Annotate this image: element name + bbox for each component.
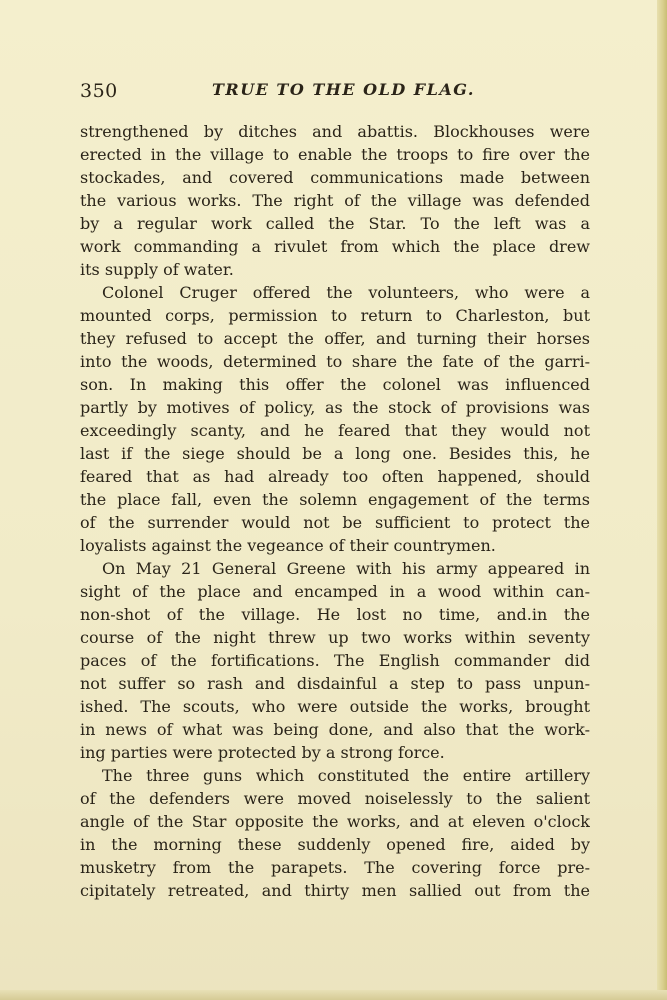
text-line: cipitately retreated, and thirty men sallied out from the — [80, 881, 590, 900]
text-line: work commanding a rivulet from which the place drew — [80, 237, 590, 256]
text-line: strengthened by ditches and abattis. Blockhouses were — [80, 122, 590, 141]
text-line: ished. The scouts, who were outside the works, brought — [80, 697, 590, 716]
text-line: paces of the fortifications. The English commander did — [80, 651, 590, 670]
text-line: stockades, and covered communications made between — [80, 168, 590, 187]
running-header — [80, 80, 590, 106]
text-line: of the defenders were moved noiselessly to the salient — [80, 789, 590, 808]
text-line: sight of the place and encamped in a wood within can- — [80, 582, 590, 601]
text-line: they refused to accept the offer, and turning their horses — [80, 329, 590, 348]
text-line: in the morning these suddenly opened fire, aided by — [80, 835, 590, 854]
page-edge-right — [657, 0, 667, 1000]
text-line: Colonel Cruger offered the volunteers, who were a — [102, 283, 590, 302]
text-line: by a regular work called the Star. To the left was a — [80, 214, 590, 233]
text-line: feared that as had already too often happened, should — [80, 467, 590, 486]
text-line: mounted corps, permission to return to Charleston, but — [80, 306, 590, 325]
text-line: ing parties were protected by a strong force. — [80, 743, 445, 762]
text-line: son. In making this offer the colonel was influenced — [80, 375, 590, 394]
text-line: course of the night threw up two works within seventy — [80, 628, 590, 647]
text-line: angle of the Star opposite the works, and at eleven o'clock — [80, 812, 590, 831]
body-text — [80, 120, 590, 902]
text-line: loyalists against the vegeance of their countrymen. — [80, 536, 496, 555]
page-edge-bottom — [0, 990, 667, 1000]
text-line: musketry from the parapets. The covering force pre- — [80, 858, 590, 877]
text-line: of the surrender would not be sufficient to protect the — [80, 513, 590, 532]
text-line: the various works. The right of the village was defended — [80, 191, 590, 210]
text-line: exceedingly scanty, and he feared that they would not — [80, 421, 590, 440]
text-line: into the woods, determined to share the fate of the garri- — [80, 352, 590, 371]
running-title: TRUE TO THE OLD FLAG. — [212, 80, 475, 99]
page-number: 350 — [80, 80, 118, 102]
text-line: the place fall, even the solemn engagement of the terms — [80, 490, 590, 509]
text-line: The three guns which constituted the entire artillery — [102, 766, 590, 785]
text-line: in news of what was being done, and also that the work- — [80, 720, 590, 739]
text-line: its supply of water. — [80, 260, 234, 279]
text-line: non-shot of the village. He lost no time, and.in the — [80, 605, 590, 624]
text-line: On May 21 General Greene with his army appeared in — [102, 559, 590, 578]
text-line: partly by motives of policy, as the stock of provisions was — [80, 398, 590, 417]
text-line: last if the siege should be a long one. Besides this, he — [80, 444, 590, 463]
text-line: erected in the village to enable the troops to fire over the — [80, 145, 590, 164]
text-line: not suffer so rash and disdainful a step to pass unpun- — [80, 674, 590, 693]
